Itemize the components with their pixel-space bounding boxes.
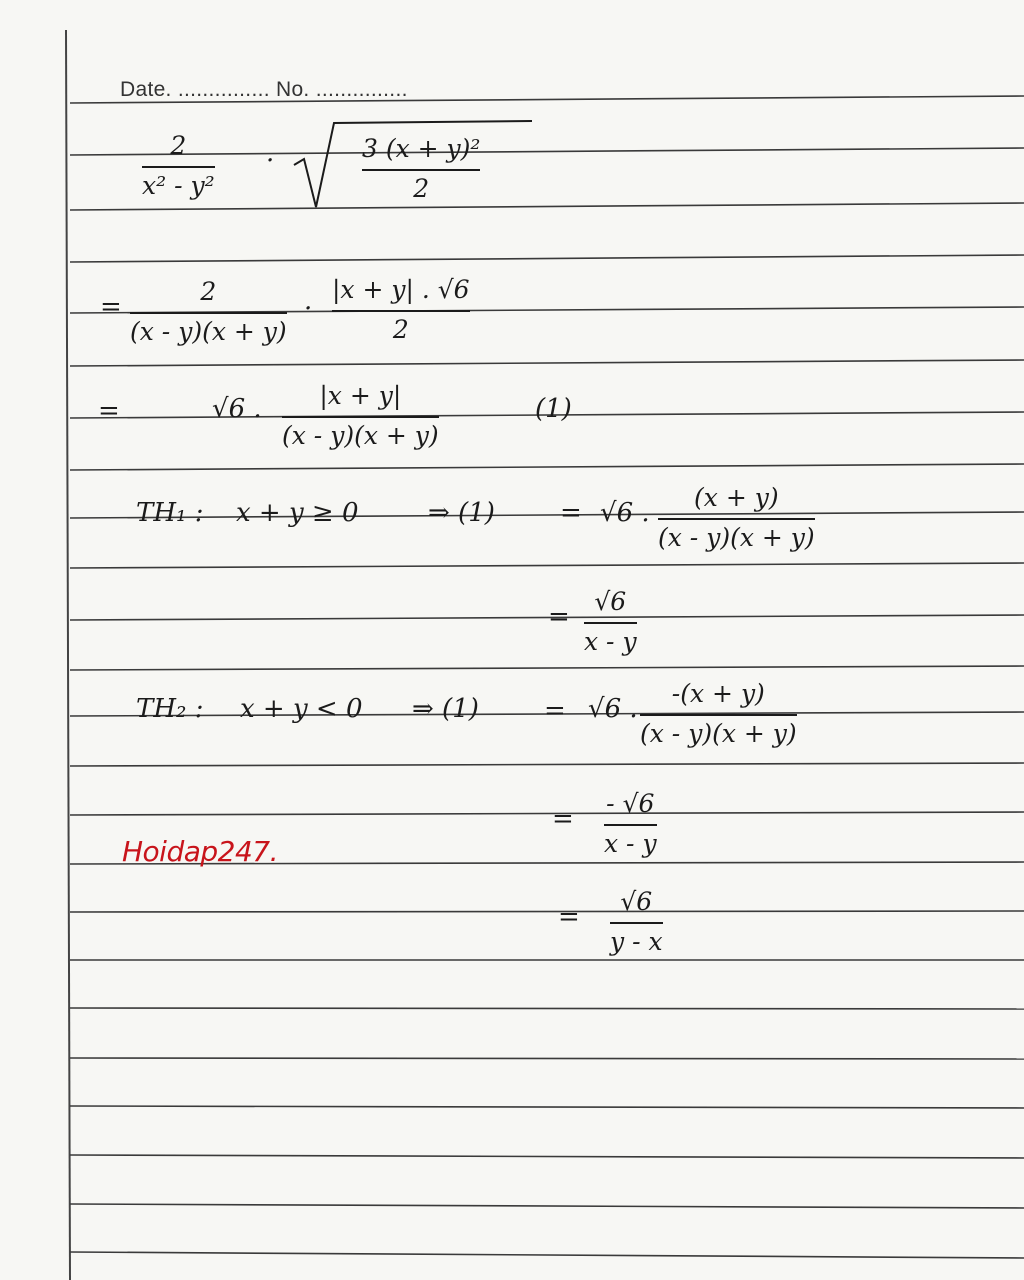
expr-dot: · <box>266 146 275 176</box>
step1-equals: = <box>100 292 122 322</box>
case2-result2-denominator: y - x <box>610 926 663 956</box>
step1-fraction2 <box>332 276 470 343</box>
case2-result1-equals: = <box>552 804 574 834</box>
radicand-denominator: 2 <box>413 173 430 203</box>
expr-fraction <box>142 132 215 199</box>
case2-title: TH₂ : <box>136 694 204 724</box>
step2-denominator: (x - y)(x + y) <box>282 420 439 450</box>
step1-frac1-denominator: (x - y)(x + y) <box>130 316 287 346</box>
case1-implies: ⇒ (1) <box>428 498 495 528</box>
case1-title: TH₁ : <box>136 498 204 528</box>
expr-frac-denominator: x² - y² <box>142 170 215 200</box>
case1-numerator: (x + y) <box>694 483 779 512</box>
case1-fraction <box>658 484 815 551</box>
date-number-header: Date. ............... No. ............... <box>120 78 408 101</box>
step2-sqrt6: √6 . <box>212 394 262 424</box>
case1-condition: x + y ≥ 0 <box>236 498 359 528</box>
case2-result1-fraction <box>604 790 657 857</box>
case1-result-fraction <box>584 588 637 655</box>
fraction-bar <box>640 714 797 716</box>
case2-equals: = <box>544 696 566 726</box>
case2-numerator: -(x + y) <box>671 679 765 708</box>
step1-frac2-denominator: 2 <box>392 314 409 344</box>
radicand-fraction <box>362 135 480 202</box>
hoidap247-watermark: Hoidap247. <box>122 835 279 868</box>
case1-result-denominator: x - y <box>584 626 637 656</box>
fraction-bar <box>604 824 657 826</box>
step1-frac1-numerator: 2 <box>200 277 217 306</box>
radicand-numerator: 3 (x + y)² <box>362 134 481 163</box>
case2-result2-equals: = <box>558 902 580 932</box>
step2-label: (1) <box>535 394 572 424</box>
case2-condition: x + y < 0 <box>240 694 363 724</box>
case1-result-numerator: √6 <box>594 587 627 616</box>
fraction-bar <box>362 169 480 171</box>
case2-sqrt6: √6 . <box>588 694 638 724</box>
fraction-bar <box>332 310 470 312</box>
fraction-bar <box>584 622 637 624</box>
fraction-bar <box>130 312 287 314</box>
fraction-bar <box>658 518 815 520</box>
step1-dot: · <box>304 294 313 324</box>
fraction-bar <box>610 922 663 924</box>
step2-numerator: |x + y| <box>319 381 402 410</box>
case2-result2-fraction <box>610 888 663 955</box>
case1-denominator: (x - y)(x + y) <box>658 522 815 552</box>
expr-frac-numerator: 2 <box>170 131 187 160</box>
case1-result-equals: = <box>548 602 570 632</box>
step2-equals: = <box>98 396 120 426</box>
step1-fraction1 <box>130 278 287 345</box>
fraction-bar <box>282 416 439 418</box>
case1-equals: = <box>560 498 582 528</box>
case2-fraction <box>640 680 797 747</box>
case2-denominator: (x - y)(x + y) <box>640 718 797 748</box>
case2-result1-denominator: x - y <box>604 828 657 858</box>
case2-result2-numerator: √6 <box>620 887 653 916</box>
step2-fraction <box>282 382 439 449</box>
case1-sqrt6: √6 . <box>600 498 650 528</box>
fraction-bar <box>142 166 215 168</box>
step1-frac2-numerator: |x + y| . √6 <box>332 275 470 304</box>
case2-result1-numerator: - √6 <box>606 789 655 818</box>
case2-implies: ⇒ (1) <box>412 694 479 724</box>
